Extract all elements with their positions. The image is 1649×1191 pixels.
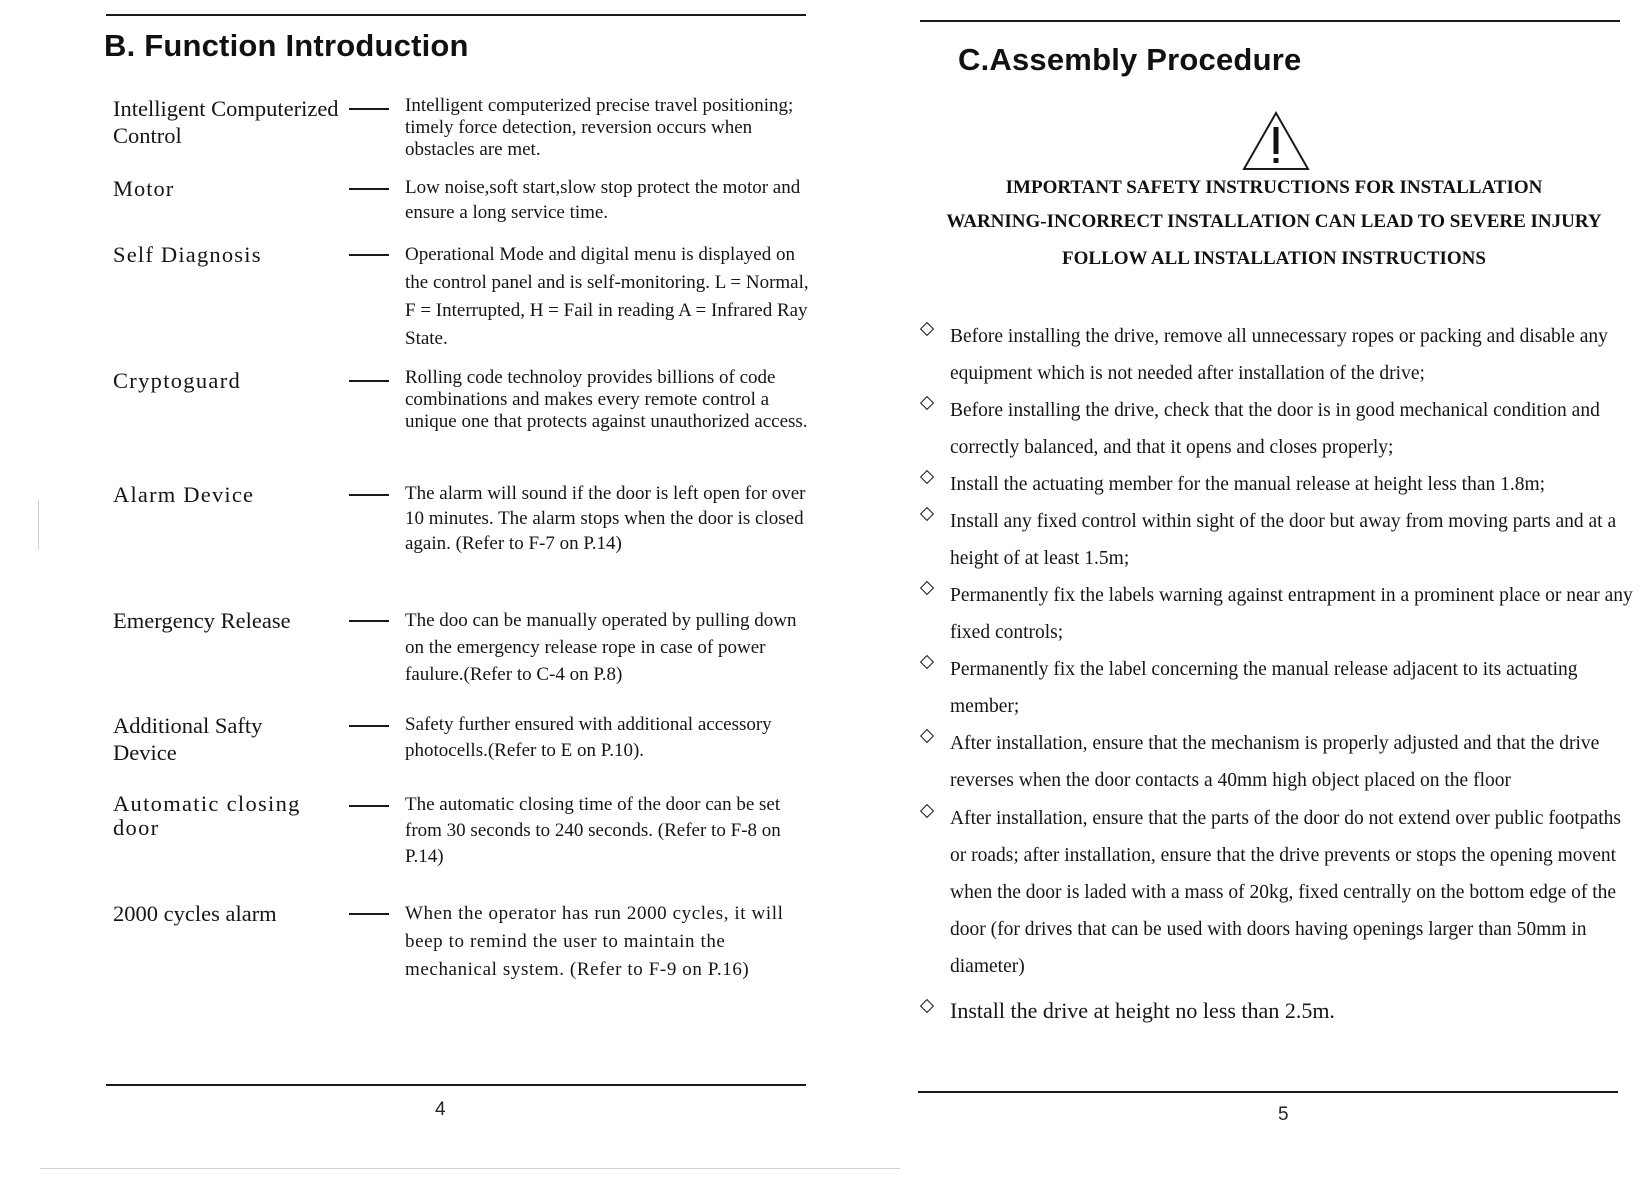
diamond-bullet-icon [920,804,934,818]
diamond-bullet-icon [920,322,934,336]
scan-edge-line [40,1168,900,1169]
feature-label: Cryptoguard [113,368,242,393]
instruction-text: Permanently fix the labels warning against entrapment in a prominent place or near any fixed controls; [950,585,1633,643]
diamond-bullet-icon [920,999,934,1013]
feature-description: The automatic closing time of the door can be set from 30 seconds to 240 seconds. (Refer to F-8 on P.14) [405,794,781,867]
feature-description: Safety further ensured with additional accessory photocells.(Refer to E on P.10). [405,714,772,761]
feature-label: 2000 cycles alarm [113,901,277,926]
feature-description: Operational Mode and digital menu is displayed on the control panel and is self-monitoring. L = Normal, F = Interrupted, H = Fail in reading A = Infrared Ray State. [405,244,809,349]
feature-description: Rolling code technoloy provides billions of code combinations and makes every remote control a unique one that protects against unauthorized access. [405,367,808,432]
instruction-text: Install the drive at height no less than 2.5m. [950,998,1335,1023]
safety-heading: WARNING-INCORRECT INSTALLATION CAN LEAD TO SEVERE INJURY [946,211,1602,232]
instruction-text: Install any fixed control within sight of the door but away from moving parts and at a height of at least 1.5m; [950,511,1617,569]
warning-triangle-icon [1241,110,1311,172]
feature-label: Self Diagnosis [113,242,262,267]
feature-label: Motor [113,176,175,201]
page-number: 5 [1278,1104,1289,1125]
feature-description: When the operator has run 2000 cycles, it will beep to remind the user to maintain the mechanical system. (Refer to F-9 on P.16) [405,903,784,980]
scan-edge-line [38,500,39,550]
feature-description: The doo can be manually operated by pulling down on the emergency release rope in case of power faulure.(Refer to C-4 on P.8) [405,610,797,685]
safety-heading: IMPORTANT SAFETY INSTRUCTIONS FOR INSTALLATION [1005,177,1543,198]
feature-label: Emergency Release [113,608,291,633]
feature-description: The alarm will sound if the door is left open for over 10 minutes. The alarm stops when the door is closed again. (Refer to F-7 on P.14) [405,483,806,554]
diamond-bullet-icon [920,655,934,669]
feature-description: Intelligent computerized precise travel positioning; timely force detection, reversion occurs when obstacles are met. [405,95,794,160]
instruction-text: After installation, ensure that the parts of the door do not extend over public footpaths or roads; after installation, ensure that the drive prevents or stops the opening movent when the door is laded with a mass of 20kg, fixed centrally on the bottom edge of the door (for drives that can be used with doors having openings larger than 50mm in diameter) [950,808,1621,977]
diamond-bullet-icon [920,729,934,743]
instruction-text: Before installing the drive, remove all unnecessary ropes or packing and disable any equipment which is not needed after installation of the drive; [950,326,1608,384]
section-title: B. Function Introduction [104,28,469,63]
diamond-bullet-icon [920,581,934,595]
section-title: C.Assembly Procedure [958,42,1302,77]
bottom-rule [918,1091,1618,1093]
diamond-bullet-icon [920,396,934,410]
page-number: 4 [435,1099,446,1120]
feature-label: Additional Safty Device [113,713,263,765]
feature-label: Automatic closing door [113,791,301,840]
instruction-text: Before installing the drive, check that the door is in good mechanical condition and correctly balanced, and that it opens and closes properly; [950,400,1600,458]
diamond-bullet-icon [920,470,934,484]
top-rule [920,20,1620,22]
feature-label: Alarm Device [113,482,255,507]
safety-heading: FOLLOW ALL INSTALLATION INSTRUCTIONS [1062,248,1486,269]
diamond-bullet-icon [920,507,934,521]
instruction-text: After installation, ensure that the mechanism is properly adjusted and that the drive reverses when the door contacts a 40mm high object placed on the floor [950,733,1600,791]
feature-description: Low noise,soft start,slow stop protect the motor and ensure a long service time. [405,177,801,223]
instruction-text: Install the actuating member for the manual release at height less than 1.8m; [950,474,1546,495]
feature-label: Intelligent Computerized Control [113,96,339,148]
instruction-text: Permanently fix the label concerning the manual release adjacent to its actuating member; [950,659,1578,717]
